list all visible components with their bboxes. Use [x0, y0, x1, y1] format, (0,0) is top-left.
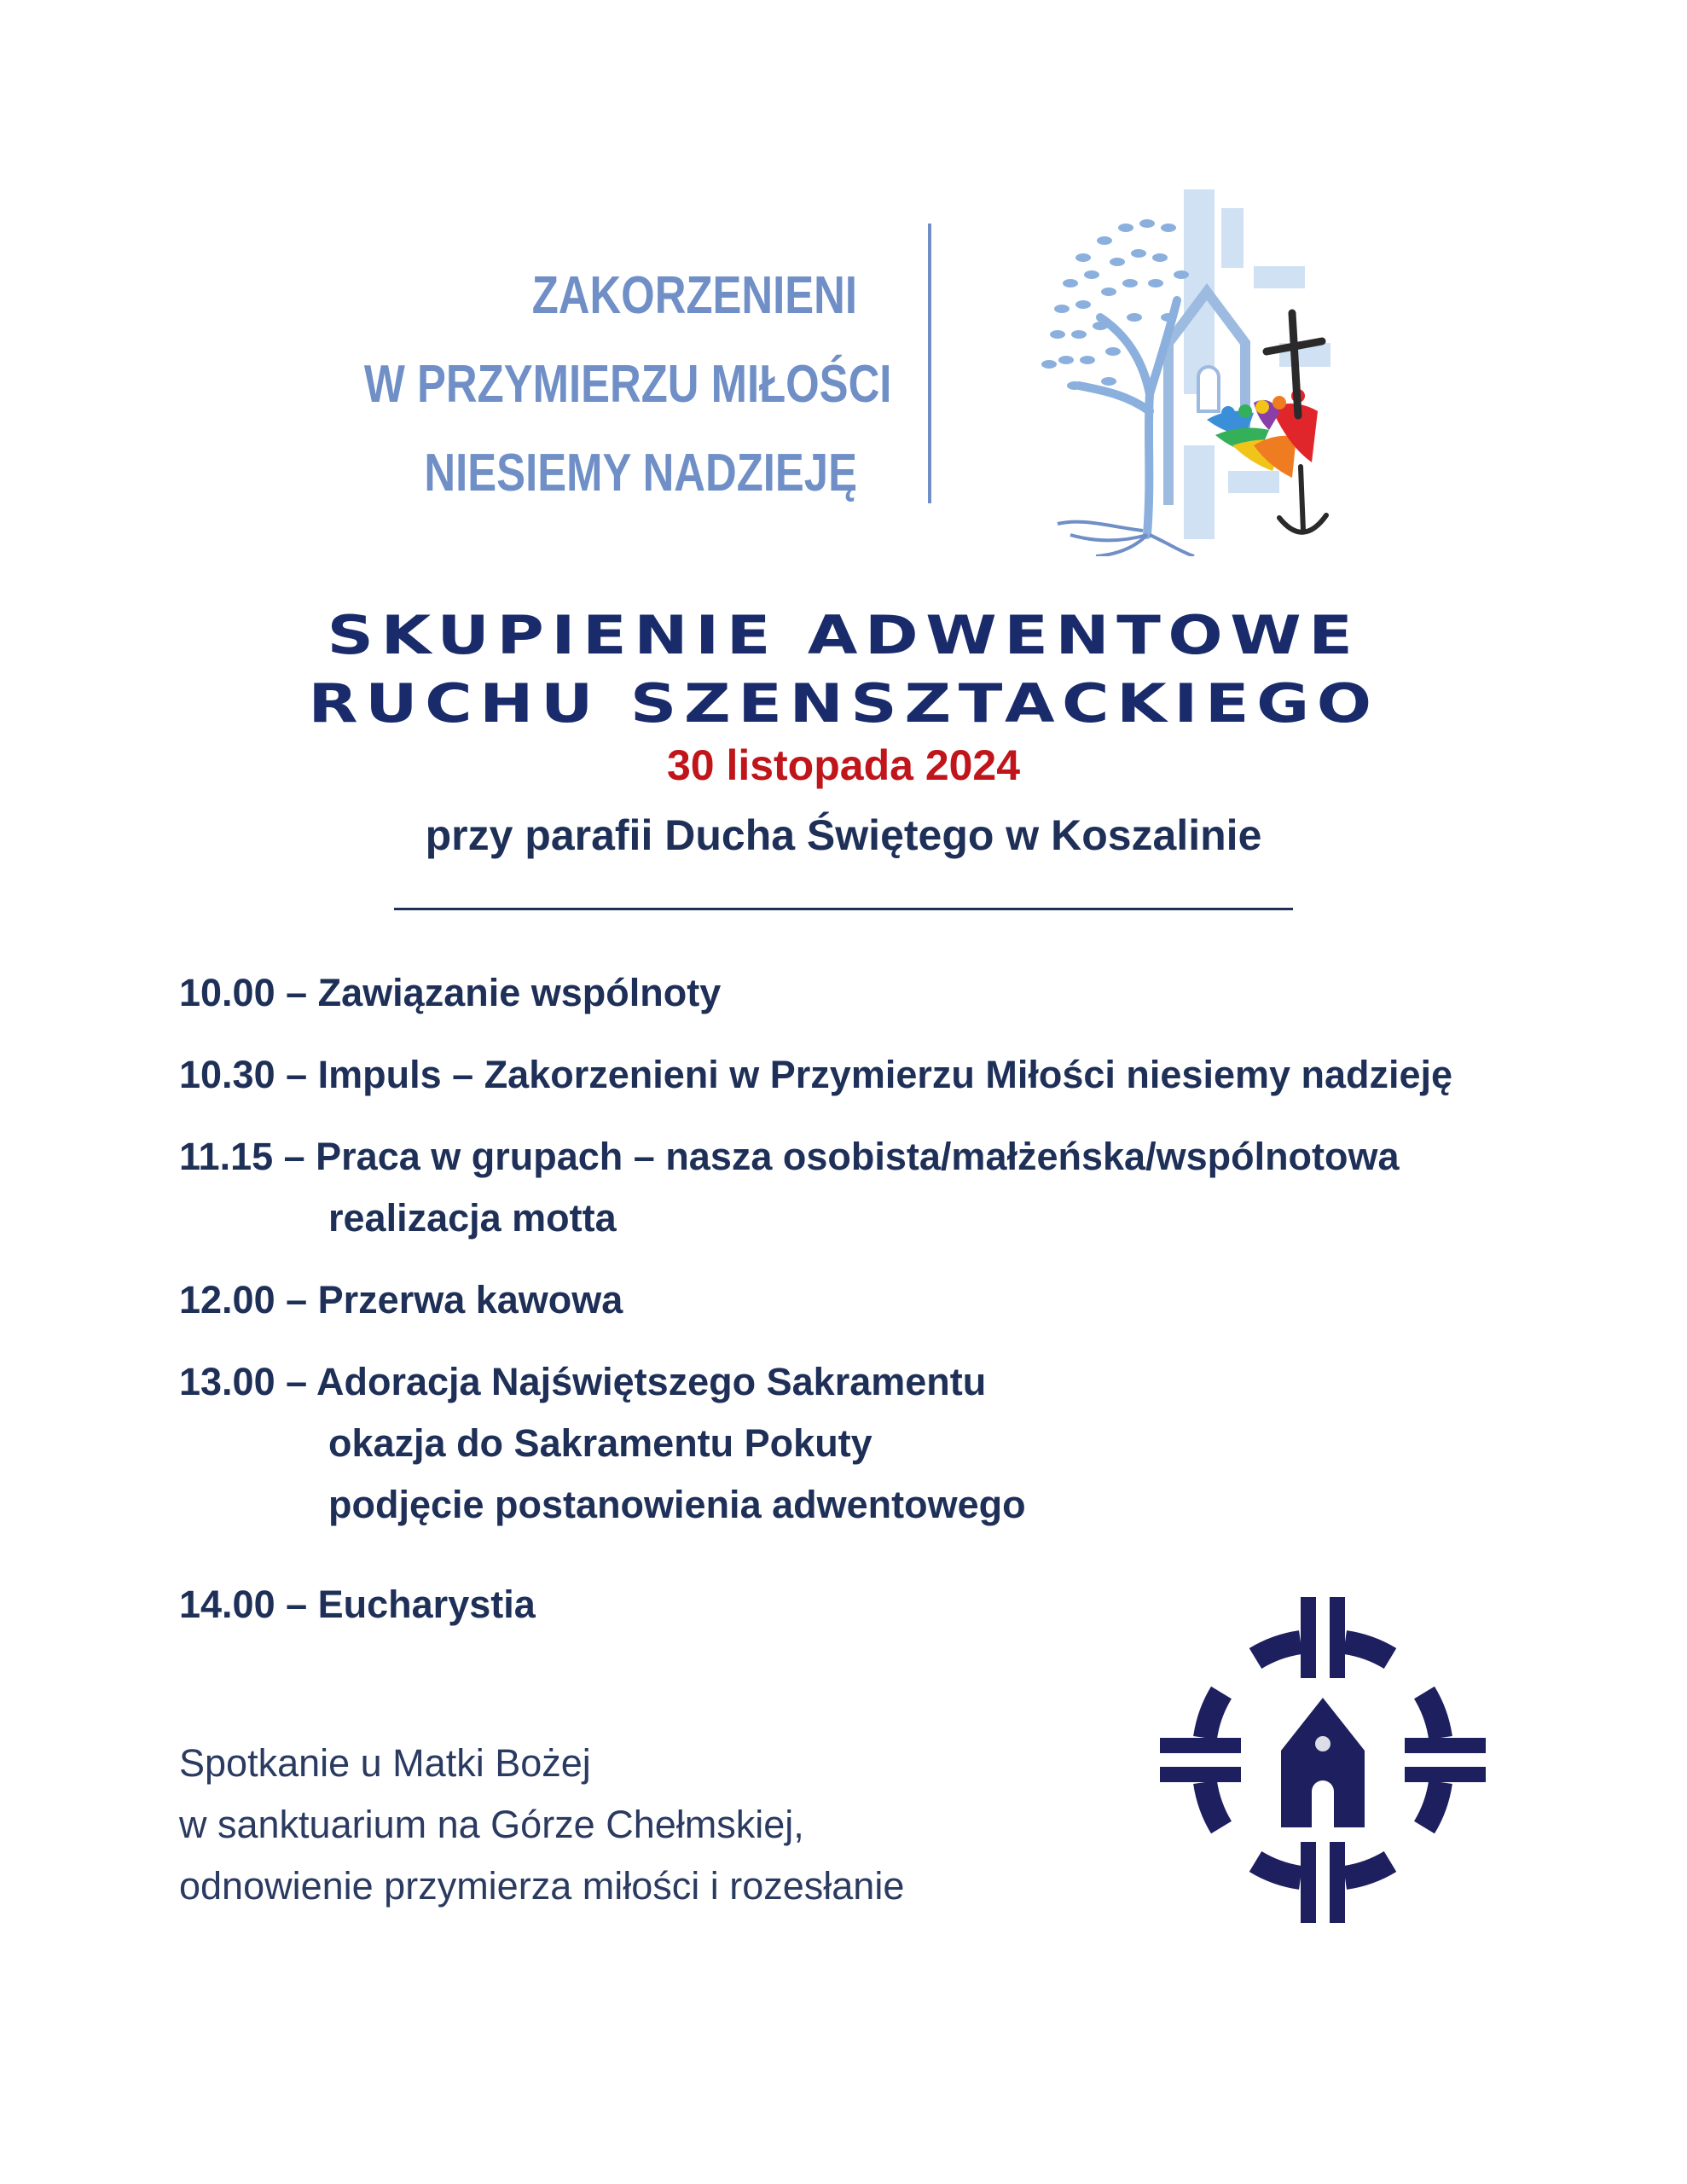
event-location: przy parafii Ducha Świętego w Koszalinie [425, 811, 1262, 859]
footer-text [179, 1733, 904, 1917]
schedule-line-continued: okazja do Sakramentu Pokuty [328, 1421, 872, 1465]
footer-line-2: w sanktuarium na Górze Chełmskiej, [179, 1803, 804, 1846]
schedule-item [179, 1044, 1452, 1106]
schedule-line: 10.00 – Zawiązanie wspólnoty [179, 971, 722, 1014]
schedule-item [179, 1574, 536, 1635]
schoenstatt-shrine-emblem [1160, 1597, 1486, 1923]
divider-line [394, 908, 1293, 910]
event-date: 30 listopada 2024 [666, 741, 1021, 789]
schedule-line: 11.15 – Praca w grupach – nasza osobista/małżeńska/wspólnotowa [179, 1135, 1400, 1178]
title-line-2: RUCHU SZENSZTACKIEGO [308, 672, 1379, 735]
schedule-line: 10.30 – Impuls – Zakorzenieni w Przymierzu Miłości niesiemy nadzieję [179, 1053, 1453, 1096]
motto-divider [928, 224, 931, 503]
motto-line-2: W PRZYMIERZU MIŁOŚCI [363, 355, 892, 414]
schedule-item [179, 1126, 1400, 1249]
title-line-1: SKUPIENIE ADWENTOWE [327, 604, 1360, 666]
schedule-line: 13.00 – Adoracja Najświętszego Sakramentu [179, 1360, 987, 1403]
schedule-item [179, 962, 721, 1024]
footer-line-3: odnowienie przymierza miłości i rozesłanie [179, 1864, 905, 1908]
schedule-line: 12.00 – Przerwa kawowa [179, 1278, 623, 1321]
motto-line-1: ZAKORZENIENI [531, 266, 857, 325]
schedule-item [179, 1269, 623, 1331]
motto-text [363, 252, 892, 518]
schedule-line-continued: podjęcie postanowienia adwentowego [328, 1483, 1026, 1526]
footer-line-1: Spotkanie u Matki Bożej [179, 1741, 591, 1785]
schedule-line: 14.00 – Eucharystia [179, 1583, 536, 1626]
motto-line-3: NIESIEMY NADZIEJĘ [424, 444, 857, 502]
schedule-line-continued: realizacja motta [328, 1196, 617, 1240]
schedule-item [179, 1351, 1026, 1536]
tree-shrine-anchor-cross-logo [998, 189, 1373, 556]
